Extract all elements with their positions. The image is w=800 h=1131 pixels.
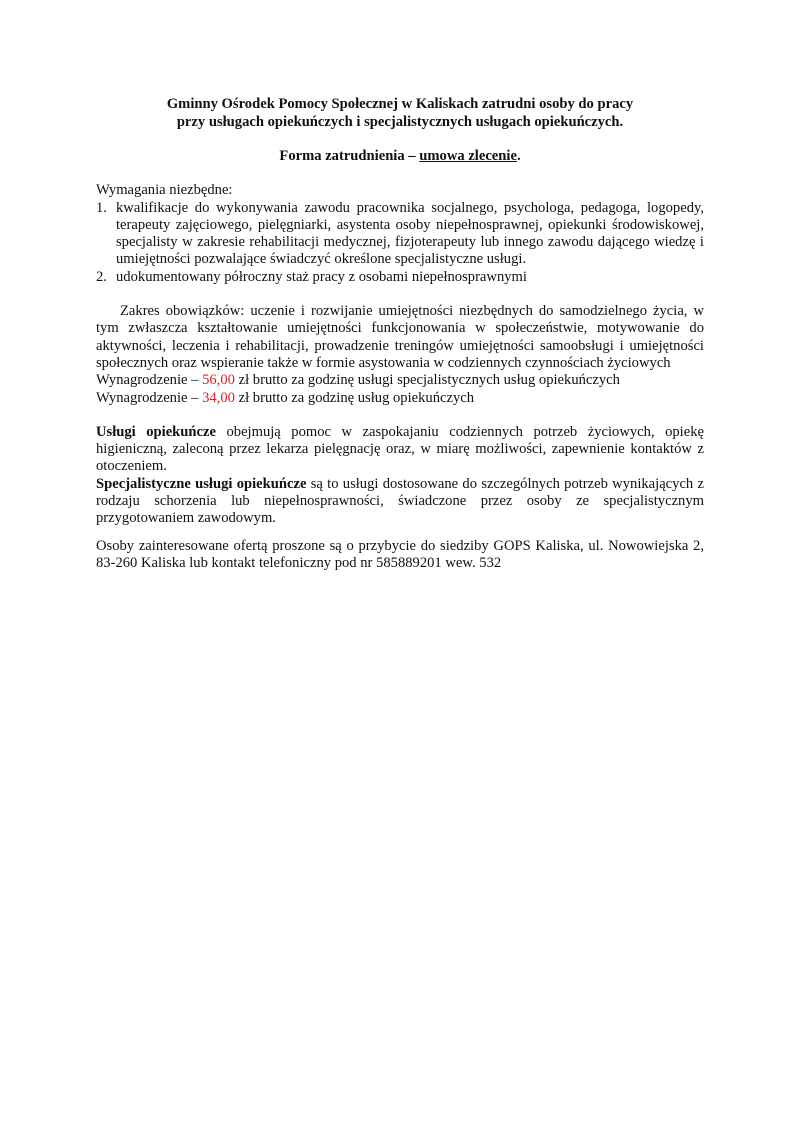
requirement-item (96, 269, 704, 286)
care-services-paragraph (96, 424, 704, 476)
requirements-heading: Wymagania niezbędne: (96, 182, 233, 199)
requirement-number: 1. (96, 199, 107, 216)
care-services-text: obejmują pomoc w zaspokajaniu codziennych potrzeb życiowych, opiekę higieniczną, zaleconą przez lekarza pielęgnację oraz, w miarę możliwości, zapewnienie kontaktów z otoczeniem. (96, 423, 704, 475)
employment-form-period: . (516, 148, 521, 164)
duties-paragraph: Zakres obowiązków: uczenie i rozwijanie umiejętności niezbędnych do samodzielnego życia, w tym zwłaszcza kształtowanie umiejętności funkcjonowania w społeczeństwie, motywowanie do aktywności, leczenia i rehabilitacji, prowadzenie treningów umiejętności samoobsługi i umiejętności społecznych oraz wspieranie także w formie asystowania w codziennych czynnościach życiowych (96, 303, 704, 371)
salary-label: Wynagrodzenie – (96, 372, 203, 389)
special-services-term: Specjalistyczne usługi opiekuńcze (96, 475, 307, 492)
contact-paragraph: Osoby zainteresowane ofertą proszone są o przybycie do siedziby GOPS Kaliska, ul. Nowowiejska 2, 83-260 Kaliska lub kontakt telefoniczny pod nr 585889201 wew. 532 (96, 537, 704, 571)
salary-label: Wynagrodzenie – (96, 389, 203, 406)
requirements-list (96, 200, 704, 286)
requirement-text: kwalifikacje do wykonywania zawodu pracownika socjalnego, psychologa, pedagoga, logopedy, terapeuty zajęciowego, pielęgniarki, asystenta osoby niepełnosprawnej, opiekunki środowiskowej, specjalisty w zakresie rehabilitacji medycznej, fizjoterapeuty lub innego zawodu dającego wiedzę i umiejętności pozwalające świadczyć określone specjalistyczne usługi. (116, 199, 704, 268)
requirement-number: 2. (96, 268, 107, 285)
requirement-item (96, 200, 704, 269)
document-title (96, 96, 704, 131)
salary-line (96, 390, 704, 407)
salary-amount: 34,00 (202, 389, 235, 406)
salary-description: zł brutto za godzinę usługi specjalistycznych usług opiekuńczych (234, 372, 620, 389)
salary-description: zł brutto za godzinę usług opiekuńczych (234, 389, 475, 406)
title-line-2: przy usługach opiekuńczych i specjalistycznych usługach opiekuńczych. (176, 113, 624, 130)
document-page (96, 96, 704, 572)
title-line-1: Gminny Ośrodek Pomocy Społecznej w Kaliskach zatrudni osoby do pracy (166, 96, 634, 112)
care-services-term: Usługi opiekuńcze (96, 423, 216, 440)
salary-line (96, 372, 704, 389)
employment-form-label: Forma zatrudnienia – (279, 148, 420, 164)
salary-amount: 56,00 (202, 372, 235, 389)
employment-form-value: umowa zlecenie (419, 148, 517, 164)
requirement-text: udokumentowany półroczny staż pracy z osobami niepełnosprawnymi (116, 268, 527, 285)
special-services-paragraph (96, 476, 704, 528)
employment-form (96, 148, 704, 165)
special-services-text: są to usługi dostosowane do szczególnych potrzeb wynikających z rodzaju schorzenia lub niepełnosprawności, świadczone przez osoby ze specjalistycznym przygotowaniem zawodowym. (96, 475, 704, 527)
